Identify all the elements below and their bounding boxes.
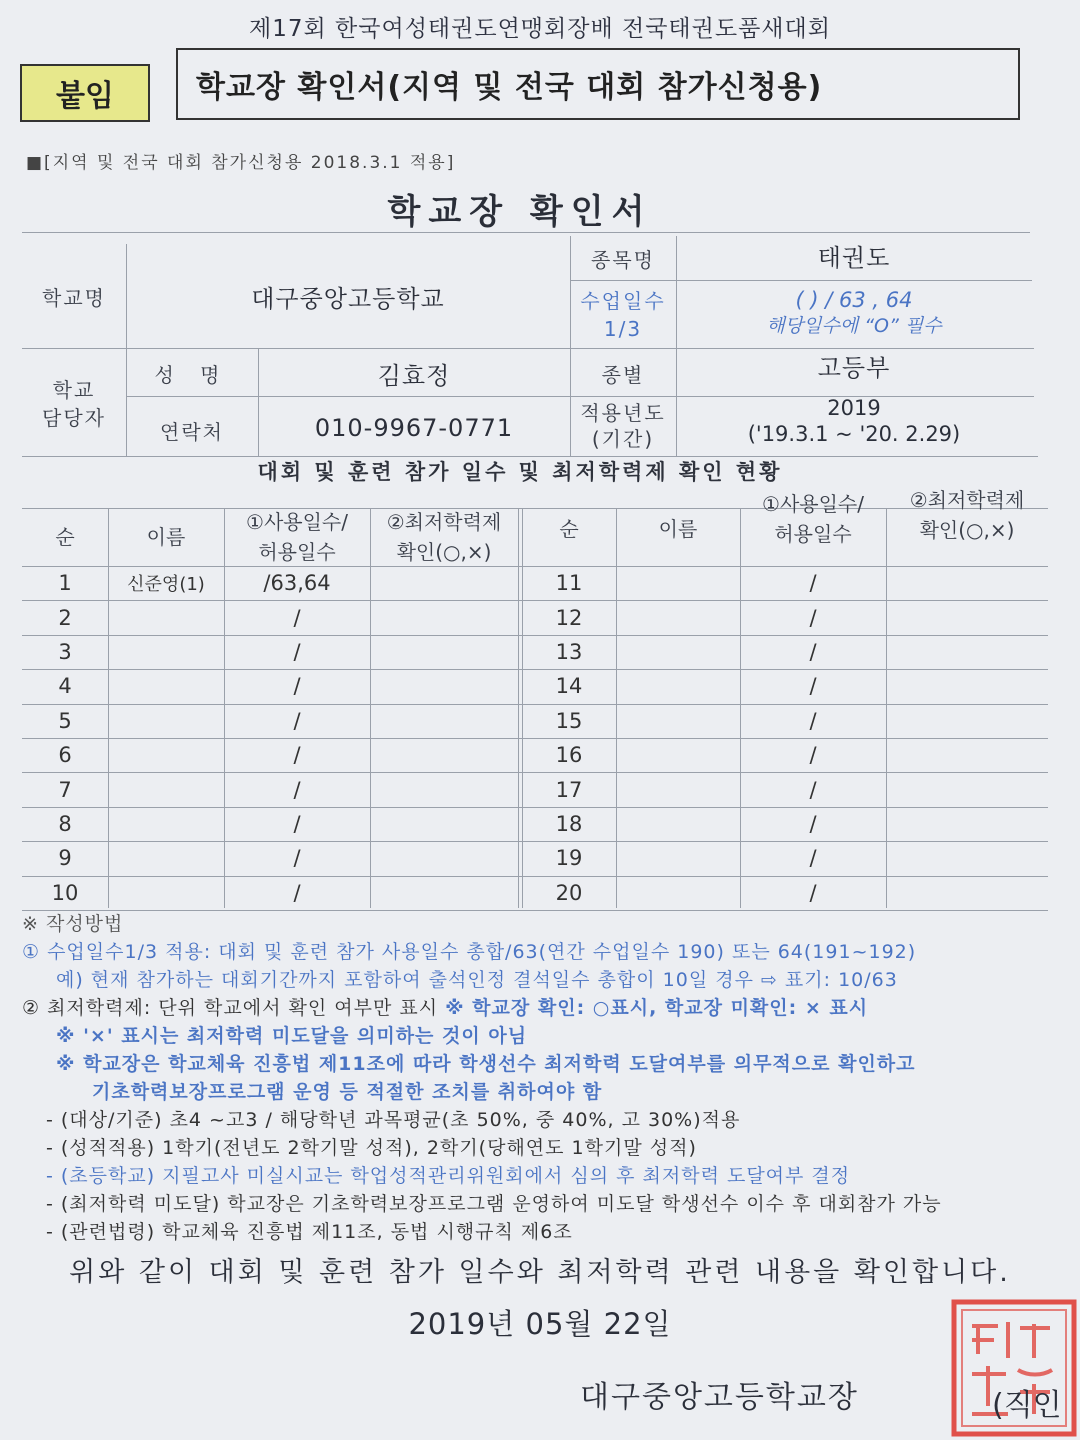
athlete-name bbox=[616, 635, 740, 669]
header-no: 순 bbox=[559, 517, 579, 541]
days-used-allowed: / bbox=[809, 674, 817, 699]
academic-check-cell bbox=[370, 772, 518, 806]
days-used-allowed: / bbox=[809, 639, 817, 664]
days-used-allowed: / bbox=[809, 708, 817, 733]
header-days-line2: 허용일수 bbox=[774, 522, 852, 546]
academic-check-cell bbox=[370, 738, 518, 772]
athlete-name bbox=[616, 807, 740, 841]
note-4: ※ 학교장은 학교체육 진흥법 제11조에 따라 학생선수 최저학력 도달여부를 의무적으로 확인하고 bbox=[56, 1053, 916, 1075]
manager-label bbox=[22, 352, 126, 456]
note-2-mark: ※ 학교장 확인: ○표시, 학교장 미확인: × 표시 bbox=[445, 997, 869, 1019]
section-caption: 대회 및 훈련 참가 일수 및 최저학력제 확인 현황 bbox=[257, 460, 783, 484]
athlete-name bbox=[108, 669, 224, 703]
school-value: 대구중앙고등학교 bbox=[251, 284, 445, 313]
sport-value: 태권도 bbox=[817, 243, 891, 272]
signature-date: 2019년 05월 22일 bbox=[408, 1307, 672, 1341]
row-number: 17 bbox=[555, 777, 583, 802]
athlete-name bbox=[616, 600, 740, 634]
athlete-name bbox=[616, 566, 740, 600]
header-check-line2: 확인(○,×) bbox=[396, 540, 492, 564]
class-days-label-line1: 수업일수 bbox=[580, 289, 666, 313]
days-used-allowed: / bbox=[293, 811, 301, 836]
class-days-value-line1: ( ) / 63 , 64 bbox=[795, 288, 913, 312]
days-used-allowed: / bbox=[809, 846, 817, 871]
row-number: 3 bbox=[58, 639, 72, 664]
academic-check-cell bbox=[370, 807, 518, 841]
row-number: 16 bbox=[555, 743, 583, 768]
academic-check-cell bbox=[370, 841, 518, 875]
row-number: 10 bbox=[51, 880, 79, 905]
athlete-name bbox=[616, 841, 740, 875]
days-used-allowed: / bbox=[293, 708, 301, 733]
days-used-allowed: / bbox=[809, 777, 817, 802]
header-days bbox=[224, 508, 370, 566]
row-number: 12 bbox=[555, 605, 583, 630]
division-value: 고등부 bbox=[817, 353, 891, 382]
manager-label-line2: 담당자 bbox=[42, 406, 106, 430]
note-4-cont: 기초학력보장프로그램 운영 등 적절한 조치를 취하여야 함 bbox=[92, 1081, 603, 1103]
days-used-allowed: / bbox=[293, 880, 301, 905]
table-col-divider bbox=[518, 508, 519, 908]
academic-check-cell bbox=[886, 738, 1048, 772]
contact-label: 연락처 bbox=[160, 419, 224, 444]
academic-check-cell bbox=[886, 635, 1048, 669]
name-label: 성 명 bbox=[154, 362, 230, 387]
academic-check-cell bbox=[370, 635, 518, 669]
row-number: 4 bbox=[58, 674, 72, 699]
athlete-name bbox=[108, 600, 224, 634]
row-number: 19 bbox=[555, 846, 583, 871]
days-used-allowed: / bbox=[293, 743, 301, 768]
bullet-target: - (대상/기준) 초4 ~고3 / 해당학년 과목평균(초 50%, 중 40%, 고 30%)적용 bbox=[46, 1109, 741, 1131]
school-label: 학교명 bbox=[42, 285, 106, 310]
days-used-allowed: / bbox=[293, 674, 301, 699]
academic-check-cell bbox=[886, 876, 1048, 910]
header-check bbox=[886, 486, 1048, 544]
header-days bbox=[740, 490, 886, 548]
row-number: 6 bbox=[58, 743, 72, 768]
class-days-label-line2: 1/3 bbox=[603, 317, 643, 341]
athlete-name bbox=[108, 876, 224, 910]
days-used-allowed: / bbox=[809, 811, 817, 836]
row-number: 18 bbox=[555, 811, 583, 836]
athlete-name bbox=[108, 841, 224, 875]
class-days-label bbox=[570, 282, 676, 348]
row-number: 9 bbox=[58, 846, 72, 871]
writing-instructions bbox=[22, 910, 1080, 1246]
header-check-line1: ②최저학력제 bbox=[909, 488, 1025, 512]
athlete-name bbox=[616, 772, 740, 806]
year-value-line2: ('19.3.1 ~ '20. 2.29) bbox=[747, 422, 961, 446]
athlete-name bbox=[108, 635, 224, 669]
note-1-example: 예) 현재 참가하는 대회기간까지 포함하여 출석인정 결석일수 총합이 10일 경우 ⇨ 표기: 10/63 bbox=[56, 969, 898, 991]
event-title: 제17회 한국여성태권도연맹회장배 전국태권도품새대회 bbox=[249, 16, 831, 42]
bullet-law: - (관련법령) 학교체육 진흥법 제11조, 동법 시행규칙 제6조 bbox=[46, 1221, 573, 1243]
academic-check-cell bbox=[370, 600, 518, 634]
days-used-allowed: / bbox=[293, 777, 301, 802]
row-number: 14 bbox=[555, 674, 583, 699]
form-title: 학교장 확인서 bbox=[387, 192, 653, 232]
year-label-line2: (기간) bbox=[591, 427, 655, 451]
header-name: 이름 bbox=[658, 517, 698, 541]
notes-heading: ※ 작성방법 bbox=[22, 913, 124, 935]
class-days-value bbox=[676, 278, 1032, 348]
row-number: 5 bbox=[58, 708, 72, 733]
seal-label: (직인 bbox=[992, 1388, 1062, 1423]
athlete-name bbox=[616, 738, 740, 772]
days-used-allowed: / bbox=[809, 743, 817, 768]
bullet-not-reached: - (최저학력 미도달) 학교장은 기초학력보장프로그램 운영하여 미도달 학생선수 이수 후 대회참가 가능 bbox=[46, 1193, 942, 1215]
header-name: 이름 bbox=[146, 525, 186, 549]
header-check bbox=[370, 508, 518, 566]
academic-check-cell bbox=[886, 566, 1048, 600]
year-value bbox=[676, 390, 1032, 452]
athlete-name bbox=[616, 704, 740, 738]
year-label-line1: 적용년도 bbox=[580, 401, 666, 425]
note-3: ※ '×' 표시는 최저학력 미도달을 의미하는 것이 아님 bbox=[56, 1025, 528, 1047]
row-number: 2 bbox=[58, 605, 72, 630]
class-days-value-line2: 해당일수에 “O” 필수 bbox=[766, 315, 942, 337]
row-number: 13 bbox=[555, 639, 583, 664]
manager-name: 김효정 bbox=[377, 361, 451, 390]
document-header: 학교장 확인서(지역 및 전국 대회 참가신청용) bbox=[176, 48, 1020, 120]
division-label: 종별 bbox=[601, 362, 645, 387]
athlete-name bbox=[108, 772, 224, 806]
athlete-name bbox=[108, 704, 224, 738]
header-no: 순 bbox=[55, 525, 75, 549]
confirmation-statement: 위와 같이 대회 및 훈련 참가 일수와 최저학력 관련 내용을 확인합니다. bbox=[69, 1257, 1011, 1288]
header-days-line1: ①사용일수/ bbox=[762, 492, 864, 516]
academic-check-cell bbox=[886, 704, 1048, 738]
note-2 bbox=[22, 994, 1080, 1022]
days-used-allowed: / bbox=[293, 605, 301, 630]
days-used-allowed: / bbox=[293, 846, 301, 871]
year-label bbox=[570, 396, 676, 456]
row-number: 20 bbox=[555, 880, 583, 905]
row-number: 15 bbox=[555, 708, 583, 733]
days-used-allowed: / bbox=[809, 605, 817, 630]
sport-label: 종목명 bbox=[591, 247, 655, 272]
athlete-name bbox=[108, 807, 224, 841]
days-used-allowed: / bbox=[293, 639, 301, 664]
row-number: 11 bbox=[555, 571, 583, 596]
academic-check-cell bbox=[886, 772, 1048, 806]
athlete-name bbox=[616, 876, 740, 910]
academic-check-cell bbox=[370, 669, 518, 703]
academic-check-cell bbox=[886, 841, 1048, 875]
row-number: 1 bbox=[58, 571, 72, 596]
academic-check-cell bbox=[370, 876, 518, 910]
academic-check-cell bbox=[370, 566, 518, 600]
academic-check-cell bbox=[886, 600, 1048, 634]
academic-check-cell bbox=[886, 807, 1048, 841]
academic-check-cell bbox=[370, 704, 518, 738]
days-used-allowed: / bbox=[809, 880, 817, 905]
athlete-name: 신준영(1) bbox=[127, 574, 205, 596]
principal-title: 대구중앙고등학교장 bbox=[580, 1380, 859, 1415]
athlete-name bbox=[108, 738, 224, 772]
attachment-badge: 붙임 bbox=[20, 64, 150, 122]
row-number: 8 bbox=[58, 811, 72, 836]
year-value-line1: 2019 bbox=[827, 396, 881, 420]
days-used-allowed: / bbox=[809, 571, 817, 596]
header-check-line2: 확인(○,×) bbox=[919, 518, 1015, 542]
academic-check-cell bbox=[886, 669, 1048, 703]
note-1: ① 수업일수1/3 적용: 대회 및 훈련 참가 사용일수 총합/63(연간 수업일수 190) 또는 64(191~192) bbox=[22, 941, 917, 963]
header-days-line1: ①사용일수/ bbox=[246, 510, 348, 534]
athlete-name bbox=[616, 669, 740, 703]
bullet-elementary: - (초등학교) 지필고사 미실시교는 학업성적관리위원회에서 심의 후 최저학력 도달여부 결정 bbox=[46, 1165, 851, 1187]
days-used-allowed: /63,64 bbox=[263, 571, 331, 596]
header-days-line2: 허용일수 bbox=[258, 540, 336, 564]
header-check-line1: ②최저학력제 bbox=[386, 510, 502, 534]
manager-label-line1: 학교 bbox=[52, 378, 96, 402]
form-note: ■[지역 및 전국 대회 참가신청용 2018.3.1 적용] bbox=[26, 153, 456, 173]
contact-value: 010-9967-0771 bbox=[314, 414, 514, 442]
row-number: 7 bbox=[58, 777, 72, 802]
note-2-text: ② 최저학력제: 단위 학교에서 확인 여부만 표시 bbox=[22, 997, 439, 1019]
bullet-grades: - (성적적용) 1학기(전년도 2학기말 성적), 2학기(당해연도 1학기말 성적) bbox=[46, 1137, 697, 1159]
